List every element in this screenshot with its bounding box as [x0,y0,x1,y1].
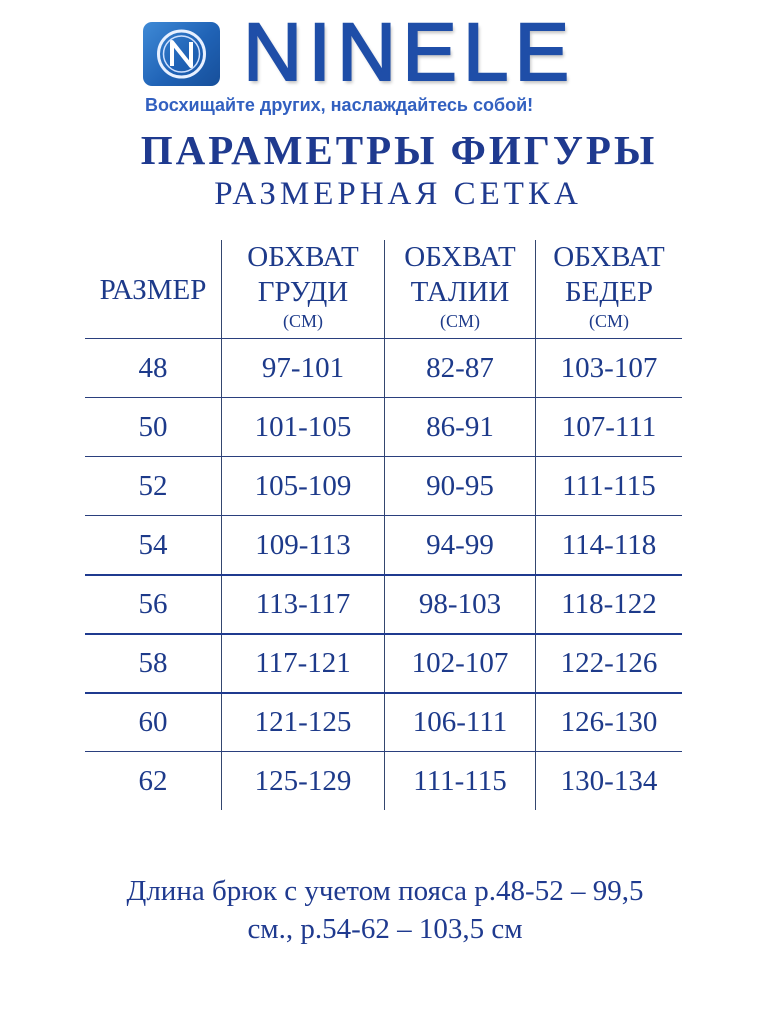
cell-hips: 114-118 [561,529,657,561]
page-subtitle: РАЗМЕРНАЯ СЕТКА [214,176,582,212]
cell-size: 60 [138,706,168,738]
cell-size: 58 [138,647,168,679]
cell-size: 56 [138,588,168,620]
cell-chest: 121-125 [254,706,352,738]
cell-hips: 118-122 [561,588,657,620]
note-line-2: см., р.54-62 – 103,5 см [247,913,523,945]
cell-waist: 98-103 [418,588,502,620]
n-monogram-icon [143,22,220,86]
page-title: ПАРАМЕТРЫ ФИГУРЫ [140,127,658,173]
cell-size: 50 [138,411,168,443]
cell-chest: 117-121 [255,647,351,679]
cell-waist: 106-111 [412,706,508,738]
header-waist: ОБХВАТ ТАЛИИ (СМ) [404,241,516,331]
cell-hips: 122-126 [560,647,658,679]
cell-chest: 101-105 [254,411,352,443]
trouser-length-note [0,872,768,948]
cell-hips: 107-111 [561,411,657,443]
cell-hips: 103-107 [560,352,658,384]
cell-waist: 111-115 [413,765,507,797]
cell-chest: 97-101 [261,352,345,384]
cell-waist: 90-95 [426,470,494,502]
cell-chest: 113-117 [255,588,351,620]
cell-chest: 105-109 [254,470,352,502]
cell-size: 62 [138,765,168,797]
cell-size: 48 [138,352,168,384]
cell-waist: 82-87 [426,352,494,384]
brand-logo [143,7,643,98]
header-hips: ОБХВАТ БЕДЕР (СМ) [553,241,665,331]
brand-slogan: Восхищайте других, наслаждайтесь собой! [145,95,534,115]
header-size: РАЗМЕР [99,274,207,306]
cell-chest: 125-129 [254,765,352,797]
brand-name: NINELE [243,7,576,98]
cell-chest: 109-113 [255,529,351,561]
cell-size: 52 [138,470,168,502]
cell-hips: 130-134 [560,765,658,797]
cell-hips: 126-130 [560,706,658,738]
header-chest: ОБХВАТ ГРУДИ (СМ) [247,241,359,331]
cell-hips: 111-115 [562,470,656,502]
cell-waist: 86-91 [426,411,494,443]
cell-waist: 102-107 [411,647,509,679]
note-line-1: Длина брюк с учетом пояса р.48-52 – 99,5 [126,875,644,907]
cell-size: 54 [138,529,168,561]
cell-waist: 94-99 [426,529,494,561]
